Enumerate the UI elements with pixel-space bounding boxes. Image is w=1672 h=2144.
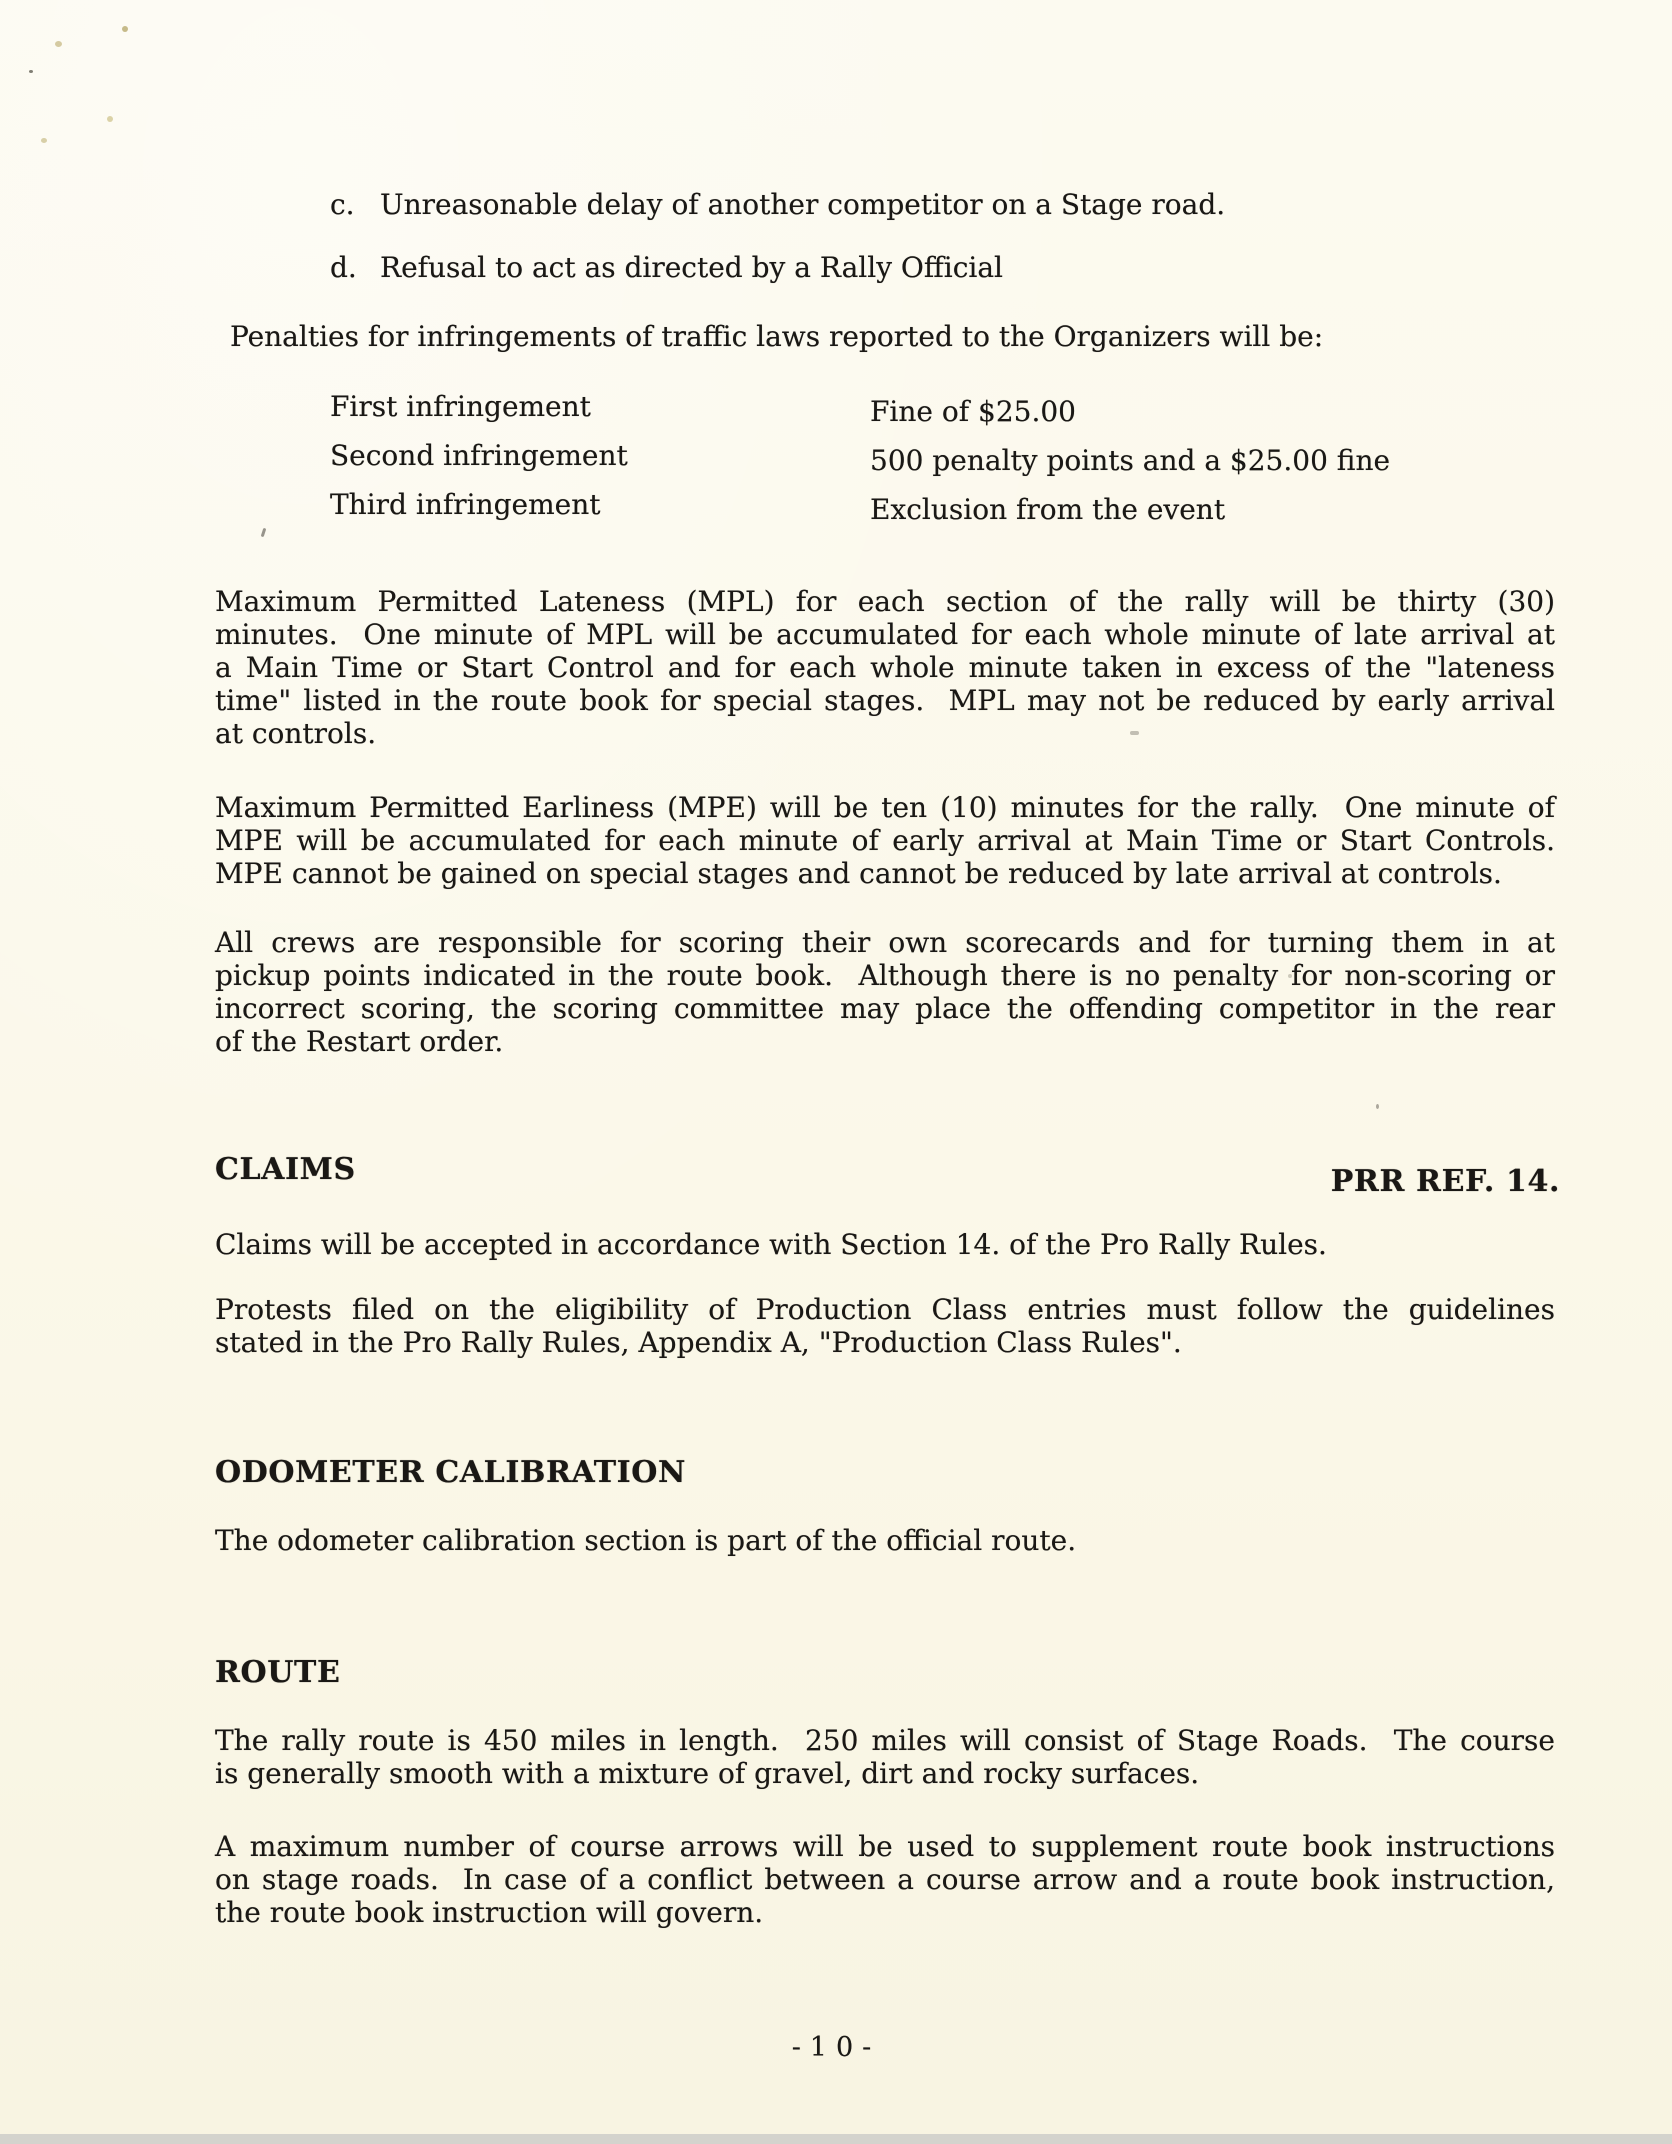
text-line: A maximum number of course arrows will be used to supplement route book instructions	[215, 1830, 1555, 1863]
text-line: All crews are responsible for scoring their own scorecards and for turning them in at	[215, 926, 1555, 959]
text-line: The rally route is 450 miles in length. 250 miles will consist of Stage Roads. The course	[215, 1724, 1555, 1757]
paper-speck	[1288, 974, 1292, 978]
paragraph-scorecards	[215, 926, 1555, 1058]
list-item-text: Refusal to act as directed by a Rally Official	[380, 251, 1003, 284]
paper-speck	[29, 70, 33, 73]
section-heading-odometer-calibration: ODOMETER CALIBRATION	[215, 1455, 687, 1490]
text-line: incorrect scoring, the scoring committee may place the offending competitor in the rear	[215, 992, 1555, 1025]
penalty-value: 500 penalty points and a $25.00 fine	[870, 444, 1391, 477]
text-line: is generally smooth with a mixture of gravel, dirt and rocky surfaces.	[215, 1757, 1200, 1790]
text-line: on stage roads. In case of a conflict between a course arrow and a route book instruction,	[215, 1863, 1555, 1896]
paragraph-protests	[215, 1293, 1555, 1359]
penalty-value: Exclusion from the event	[870, 493, 1226, 526]
section-heading-route: ROUTE	[215, 1655, 341, 1690]
text-line: a Main Time or Start Control and for each whole minute taken in excess of the "lateness	[215, 651, 1555, 684]
paper-speck	[1130, 731, 1139, 735]
text-line: Claims will be accepted in accordance with Section 14. of the Pro Rally Rules.	[215, 1228, 1327, 1261]
paragraph-maximum-permitted-earliness	[215, 791, 1555, 890]
list-item-marker: c.	[330, 188, 355, 221]
paragraph-course-arrows	[215, 1830, 1555, 1929]
text-line: Protests filed on the eligibility of Production Class entries must follow the guidelines	[215, 1293, 1555, 1326]
paragraph-odometer	[215, 1524, 1555, 1557]
text-line: Maximum Permitted Lateness (MPL) for each section of the rally will be thirty (30)	[215, 585, 1555, 618]
list-item-c	[330, 188, 1225, 221]
paper-speck	[1376, 1104, 1379, 1109]
paragraph-route-length	[215, 1724, 1555, 1790]
infringement-label: First infringement	[330, 390, 591, 423]
text-line: at controls.	[215, 717, 377, 750]
page-number: -10-	[791, 2032, 881, 2063]
text-line: minutes. One minute of MPL will be accumulated for each whole minute of late arrival at	[215, 618, 1555, 651]
paper-speck	[261, 528, 267, 537]
penalty-value: Fine of $25.00	[870, 395, 1076, 428]
paper-speck	[107, 116, 113, 122]
list-item-text: Unreasonable delay of another competitor on a Stage road.	[380, 188, 1226, 221]
text-line: Maximum Permitted Earliness (MPE) will be ten (10) minutes for the rally. One minute of	[215, 791, 1555, 824]
paper-speck	[122, 26, 128, 32]
text-line: stated in the Pro Rally Rules, Appendix A, "Production Class Rules".	[215, 1326, 1182, 1359]
list-item-d	[330, 251, 1003, 284]
text-line: The odometer calibration section is part of the official route.	[215, 1524, 1077, 1557]
prr-reference-label: PRR REF. 14.	[1330, 1164, 1560, 1199]
text-line: MPE will be accumulated for each minute of early arrival at Main Time or Start Controls.	[215, 824, 1555, 857]
paper-speck	[41, 138, 47, 143]
paragraph-maximum-permitted-lateness	[215, 585, 1555, 750]
paragraph-claims-accepted	[215, 1228, 1555, 1261]
text-line: MPE cannot be gained on special stages and cannot be reduced by late arrival at controls.	[215, 857, 1502, 890]
text-line: pickup points indicated in the route book. Although there is no penalty for non-scoring or	[215, 959, 1555, 992]
infringement-label: Second infringement	[330, 439, 628, 472]
paper-speck	[55, 41, 62, 47]
list-item-marker: d.	[330, 251, 357, 284]
section-heading-claims: CLAIMS	[215, 1152, 356, 1187]
penalties-intro: Penalties for infringements of traffic laws reported to the Organizers will be:	[230, 320, 1324, 353]
scan-edge-strip	[0, 2134, 1672, 2144]
infringement-label: Third infringement	[330, 488, 601, 521]
text-line: of the Restart order.	[215, 1025, 504, 1058]
text-line: the route book instruction will govern.	[215, 1896, 764, 1929]
text-line: time" listed in the route book for special stages. MPL may not be reduced by early arrival	[215, 684, 1555, 717]
